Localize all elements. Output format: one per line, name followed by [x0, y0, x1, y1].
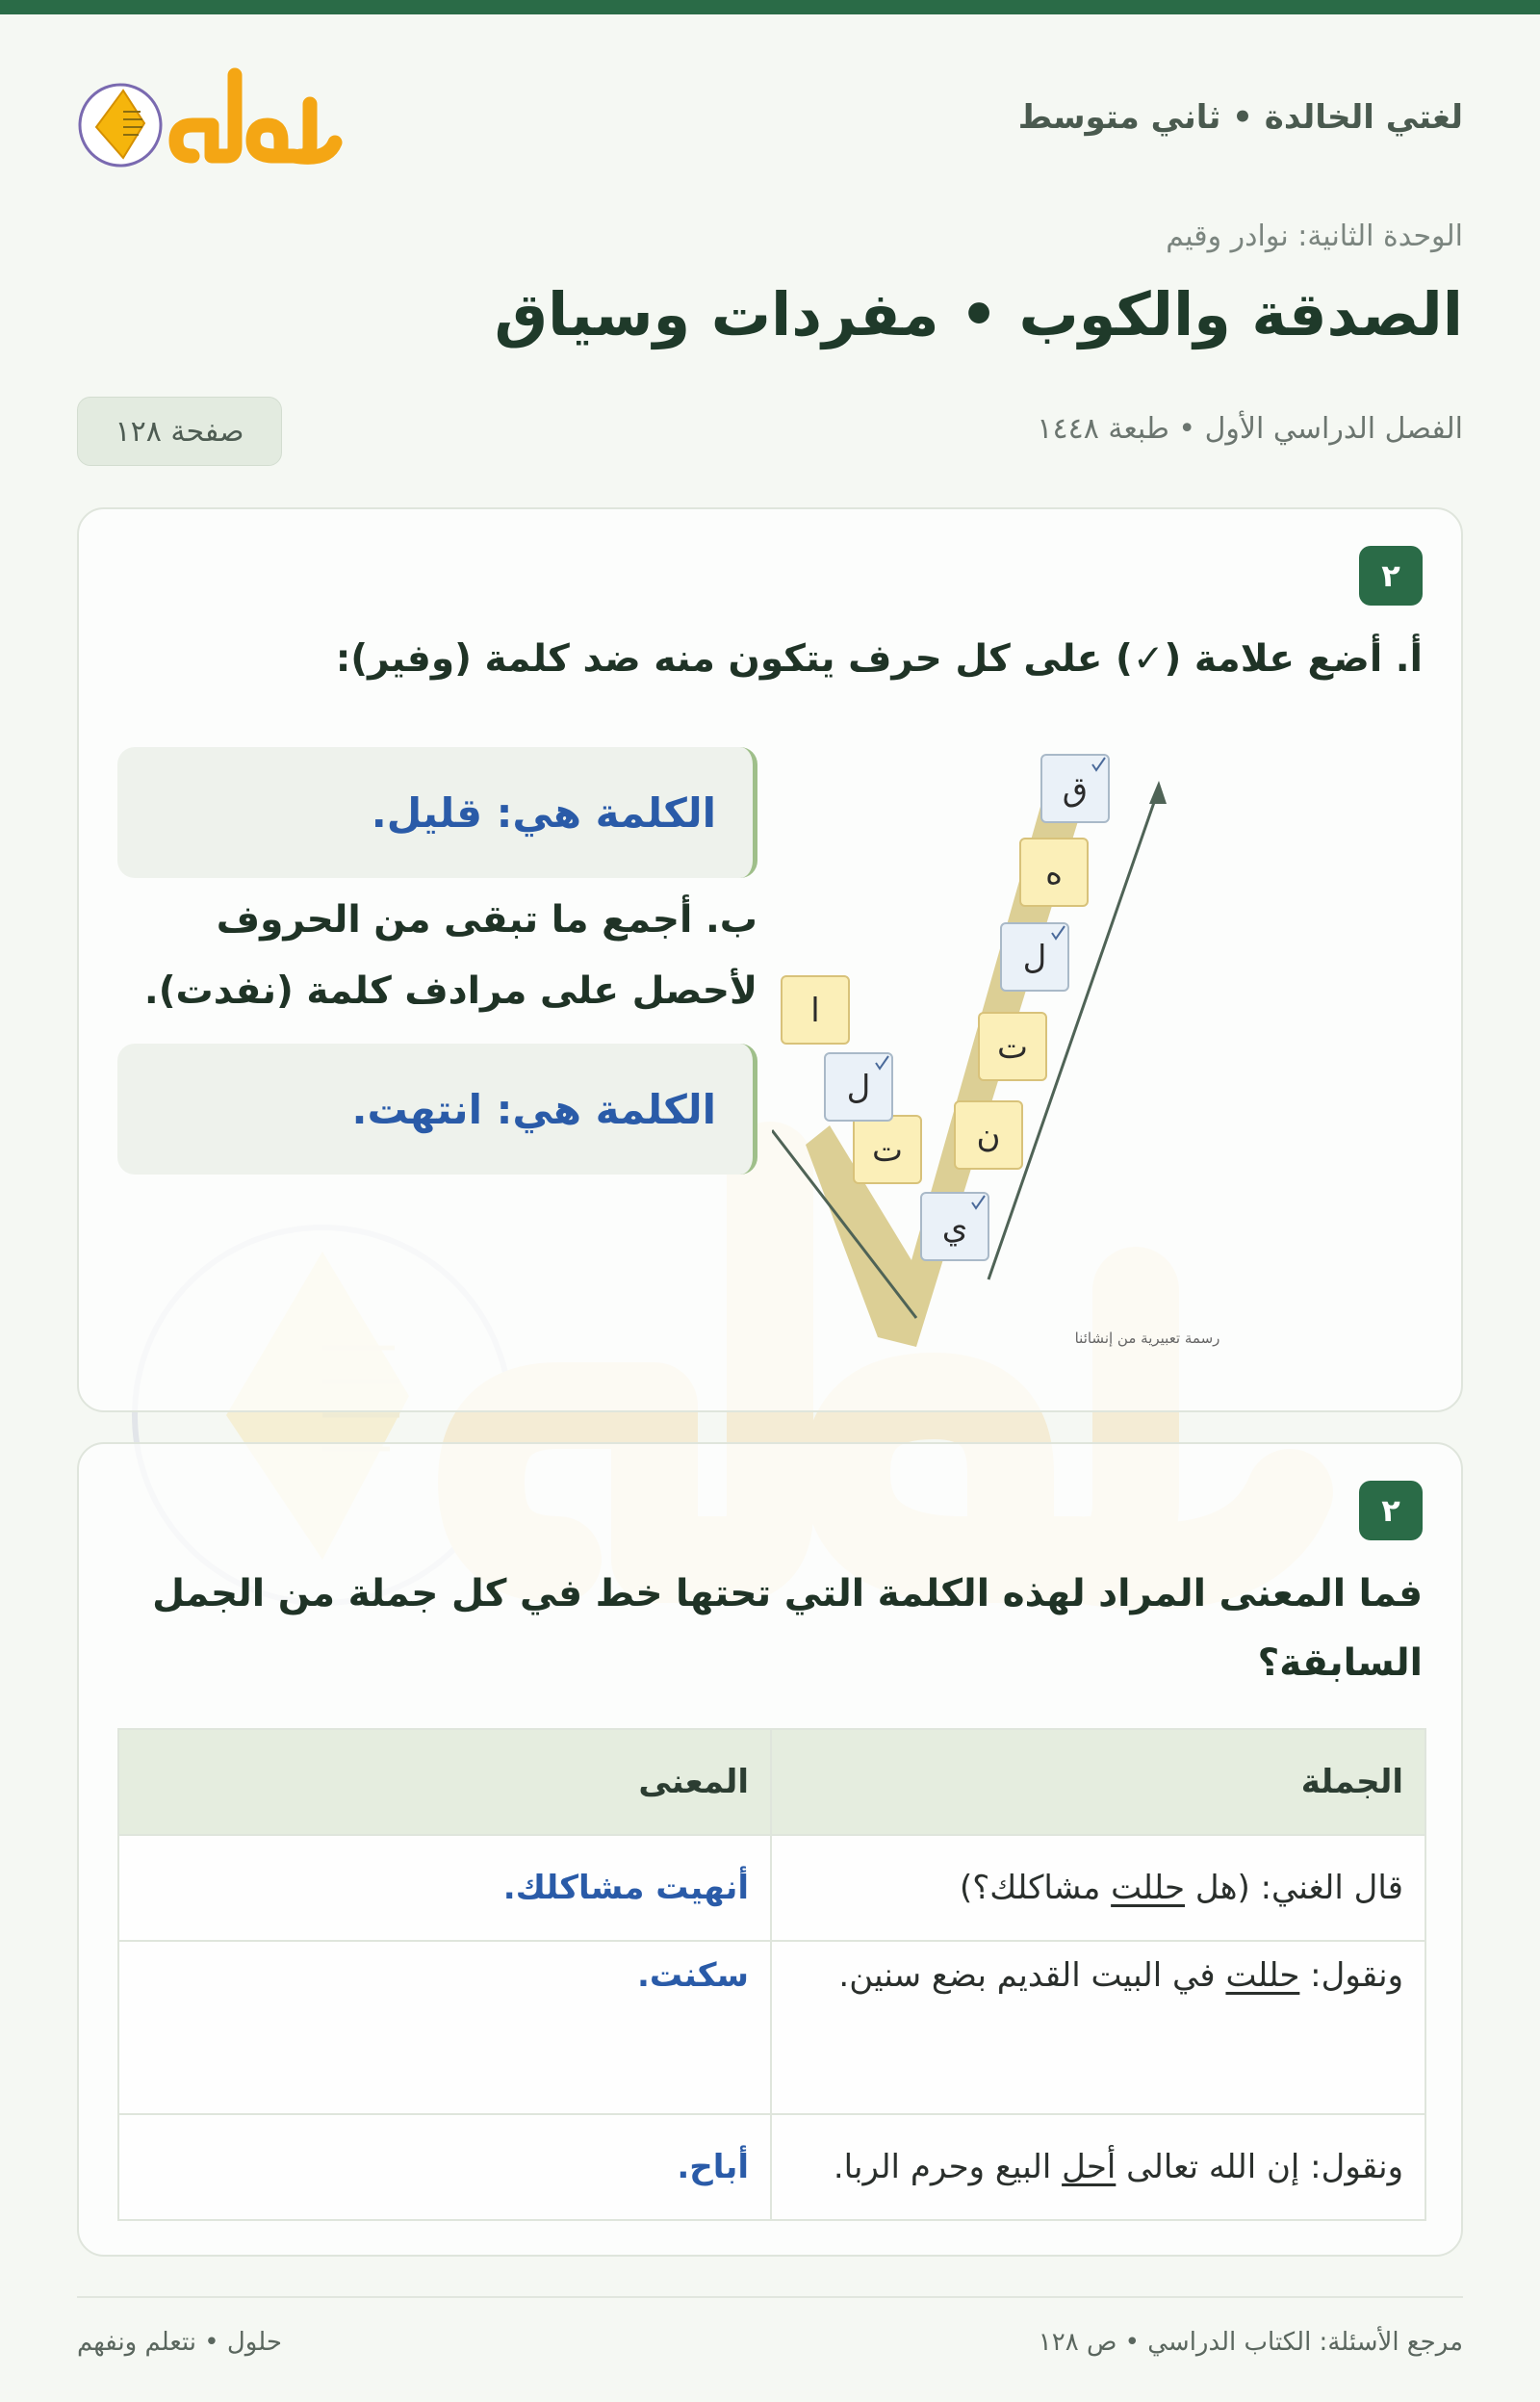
tile-letter: ن [976, 1117, 1001, 1155]
table-row [118, 1941, 1425, 2114]
page-header [77, 58, 1463, 193]
question-b-text [117, 885, 757, 1027]
letter-tile [1020, 839, 1088, 906]
letter-tile [854, 1116, 921, 1183]
footer-divider [77, 2296, 1463, 2298]
sentence-cell: قال الغني: (هل حللت مشاكلك؟) [771, 1835, 1425, 1941]
answer-b-text: الكلمة هي: انتهت. [351, 1085, 716, 1133]
underlined-word: حللت [1111, 1869, 1186, 1907]
answer-a-text: الكلمة هي: قليل. [371, 788, 716, 837]
tile-letter: ل [846, 1069, 871, 1107]
unit-label: الوحدة الثانية: نوادر وقيم [1166, 220, 1463, 253]
question-card-meanings [77, 1442, 1463, 2257]
question-number-badge: ٢ [1359, 1481, 1423, 1540]
footer-reference: مرجع الأسئلة: الكتاب الدراسي • ص ١٢٨ [1038, 2328, 1463, 2357]
question-meaning-text: فما المعنى المراد لهذه الكلمة التي تحتها خط في كل جملة من الجمل السابقة؟ [152, 1572, 1423, 1685]
column-header-meaning: المعنى [118, 1729, 771, 1835]
meanings-table [117, 1728, 1426, 2221]
page-title: الصدقة والكوب • مفردات وسياق [494, 279, 1463, 349]
footer-tagline: حلول • نتعلم ونفهم [77, 2328, 282, 2357]
tile-letter: ا [810, 992, 820, 1030]
table-row [118, 2114, 1425, 2220]
letter-tile [979, 1013, 1046, 1080]
letter-tile [1041, 755, 1109, 822]
tile-letter: ه [1045, 854, 1063, 892]
tile-letter: ل [1022, 939, 1047, 977]
letter-tile [825, 1053, 892, 1121]
question-number-badge: ٢ [1359, 546, 1423, 606]
column-header-sentence: الجملة [771, 1729, 1425, 1835]
table-row [118, 1835, 1425, 1941]
question-b-line: لأحصل على مرادف كلمة (نفدت). [143, 969, 757, 1013]
letter-tile [921, 1193, 988, 1260]
tile-letter: ق [1062, 770, 1089, 809]
term-label: الفصل الدراسي الأول • طبعة ١٤٤٨ [1037, 412, 1463, 446]
sentence-cell: ونقول: إن الله تعالى أحل البيع وحرم الربا. [771, 2114, 1425, 2220]
meaning-cell: أنهيت مشاكلك. [118, 1835, 771, 1941]
tile-letter: ي [941, 1208, 968, 1247]
answer-a-box [117, 747, 757, 878]
question-card-letters [77, 507, 1463, 1412]
question-a-text: أ. أضع علامة (✓) على كل حرف يتكون منه ضد كلمة (وفير): [335, 637, 1423, 681]
meaning-cell: سكنت. [118, 1941, 771, 2114]
top-accent-bar [0, 0, 1540, 14]
letter-path-illustration [772, 740, 1311, 1347]
illustration-caption: رسمة تعبيرية من إنشائنا [1074, 1330, 1220, 1347]
letter-tile [1001, 923, 1068, 991]
letter-tile [782, 976, 849, 1044]
meaning-cell: أباح. [118, 2114, 771, 2220]
tile-letter: ت [871, 1131, 904, 1170]
answer-b-box [117, 1044, 757, 1175]
question-b-line: ب. أجمع ما تبقى من الحروف [216, 898, 757, 942]
letter-tile [955, 1101, 1022, 1169]
sentence-cell: ونقول: حللت في البيت القديم بضع سنين. [771, 1941, 1425, 2114]
underlined-word: أحل [1062, 2148, 1116, 2186]
hulul-logo-icon [77, 58, 366, 183]
arrow-head-icon [1149, 781, 1167, 804]
book-title: لغتي الخالدة • ثاني متوسط [1017, 98, 1463, 137]
page-badge: صفحة ١٢٨ [77, 397, 282, 466]
underlined-word: حللت [1225, 1956, 1300, 1995]
tile-letter: ت [996, 1028, 1029, 1067]
